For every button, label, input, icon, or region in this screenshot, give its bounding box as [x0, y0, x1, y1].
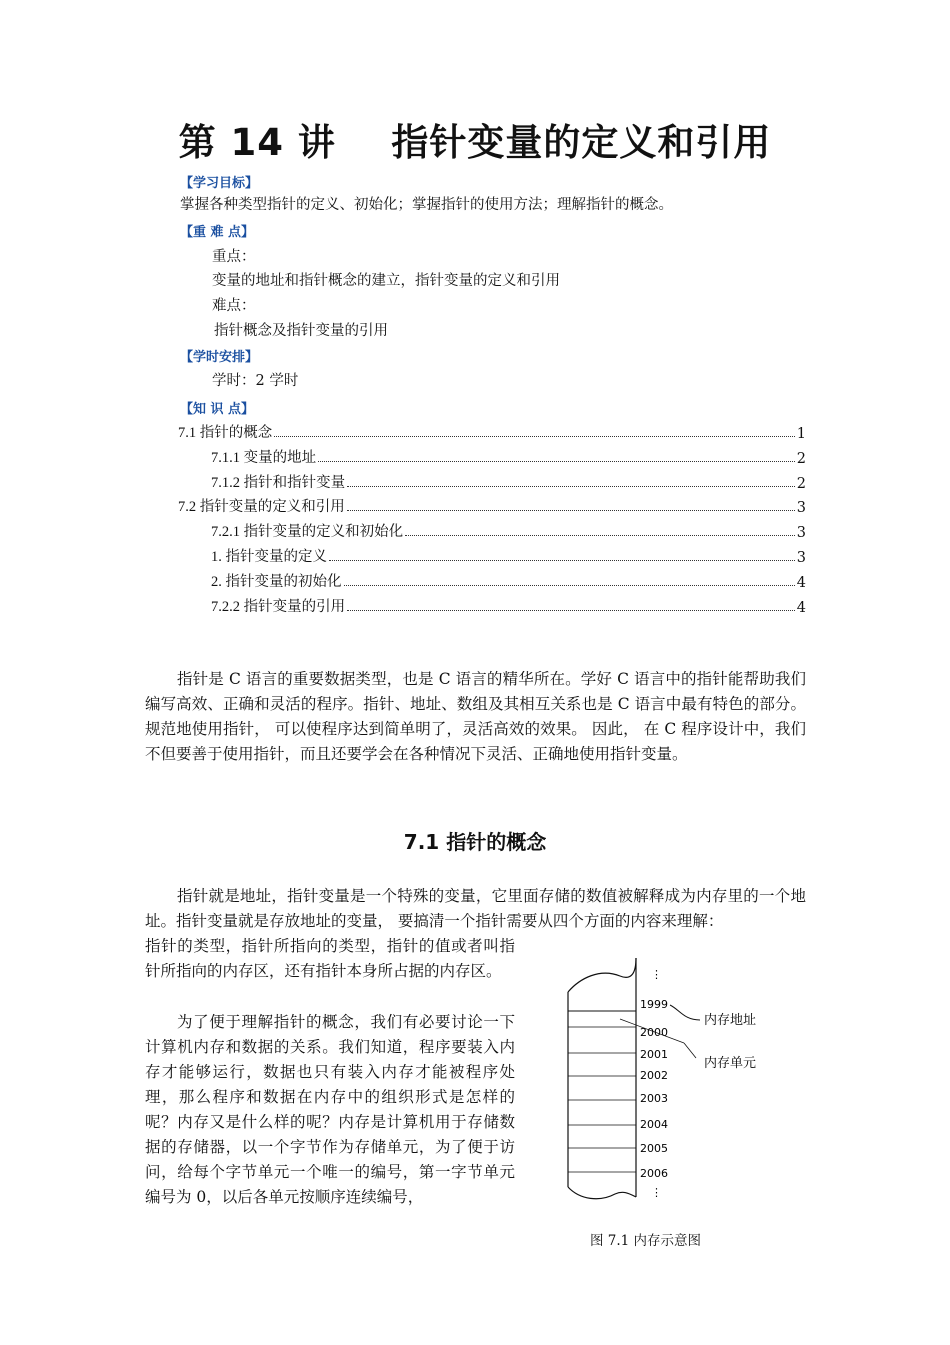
- address-label: 1999: [640, 998, 668, 1011]
- toc-entry-page: 2: [796, 476, 806, 492]
- toc-entry[interactable]: [178, 422, 806, 442]
- difficulty-label: 难点：: [212, 298, 256, 314]
- toc-entry[interactable]: [211, 472, 806, 492]
- svg-text:⋮: ⋮: [651, 1186, 662, 1199]
- address-label: 2002: [640, 1069, 668, 1082]
- toc-entry-page: 4: [796, 600, 806, 616]
- toc-entry-text: 7.1.1 变量的地址: [211, 450, 317, 466]
- address-label: 2004: [640, 1118, 668, 1131]
- toc-entry-text: 7.2 指针变量的定义和引用: [178, 499, 345, 515]
- paragraph-pointer-definition: 指针就是地址，指针变量是一个特殊的变量，它里面存储的数值被解释成为内存里的一个地址。指针变量就是存放地址的变量， 要搞清一个指针需要从四个方面的内容来理解：: [145, 887, 806, 930]
- address-label: 2005: [640, 1142, 668, 1155]
- key-points-label: 【重 难 点】: [180, 225, 255, 240]
- toc-entry-page: 2: [796, 451, 806, 467]
- focus-text: 变量的地址和指针概念的建立，指针变量的定义和引用: [212, 273, 560, 289]
- difficulty-text: 指针概念及指针变量的引用: [214, 323, 388, 339]
- toc-entry-page: 3: [796, 500, 806, 516]
- toc-entry-page: 3: [796, 525, 806, 541]
- objectives-label: 【学习目标】: [180, 176, 259, 191]
- figure-caption: 图 7.1 内存示意图: [590, 1233, 702, 1249]
- svg-text:⋮: ⋮: [651, 968, 662, 981]
- toc-entry-text: 7.1 指针的概念: [178, 425, 273, 441]
- address-label: 2001: [640, 1048, 668, 1061]
- memory-diagram: [560, 950, 780, 1210]
- address-label: 2006: [640, 1167, 668, 1180]
- label-memory-address: 内存地址: [704, 1013, 757, 1028]
- knowledge-label: 【知 识 点】: [180, 402, 255, 417]
- toc-entry-text: 7.2.2 指针变量的引用: [211, 599, 346, 615]
- toc-entry[interactable]: [211, 521, 806, 541]
- toc-entry-text: 7.2.1 指针变量的定义和初始化: [211, 524, 404, 540]
- toc-entry-text: 1. 指针变量的定义: [211, 549, 327, 565]
- toc-entry-page: 1: [796, 426, 806, 442]
- schedule-text: 学时：2 学时: [212, 373, 299, 389]
- toc-entry[interactable]: [211, 571, 806, 591]
- toc-entry-page: 3: [796, 550, 806, 566]
- toc-entry[interactable]: [211, 447, 806, 467]
- toc-entry[interactable]: [211, 546, 806, 566]
- label-memory-cell: 内存单元: [704, 1056, 757, 1071]
- address-label: 2000: [640, 1026, 668, 1039]
- address-label: 2003: [640, 1092, 668, 1105]
- toc-entry-page: 4: [796, 575, 806, 591]
- focus-label: 重点：: [212, 249, 256, 265]
- paragraph-memory-relation: 为了便于理解指针的概念，我们有必要讨论一下计算机内存和数据的关系。我们知道，程序要装入内存才能够运行，数据也只有装入内存才能被程序处理，那么程序和数据在内存中的组织形式是怎样的呢？内存又是什么样的呢？内存是计算机用于存储数据的存储器，以一个字节作为存储单元，为了便于访问，给每个字节单元一个唯一的编号，第一字节单元编号为 0，以后各单元按顺序连续编号，: [145, 1013, 515, 1206]
- paragraph-pointer-aspects: 指针的类型，指针所指向的类型，指针的值或者叫指针所指向的内存区，还有指针本身所占据的内存区。: [145, 937, 515, 980]
- schedule-label: 【学时安排】: [180, 350, 259, 365]
- toc-entry-text: 7.1.2 指针和指针变量: [211, 475, 346, 491]
- section-heading: 7.1 指针的概念: [403, 830, 547, 854]
- objectives-text: 掌握各种类型指针的定义、初始化；掌握指针的使用方法；理解指针的概念。: [180, 197, 673, 213]
- toc-entry-text: 2. 指针变量的初始化: [211, 574, 342, 590]
- page-title: 第 14 讲 指针变量的定义和引用: [178, 121, 772, 164]
- toc-entry[interactable]: [178, 496, 806, 516]
- intro-paragraph: 指针是 C 语言的重要数据类型，也是 C 语言的精华所在。学好 C 语言中的指针能帮助我们编写高效、正确和灵活的程序。指针、地址、数组及其相互关系也是 C 语言中最有特色的部分。规范地使用指针， 可以使程序达到简单明了，灵活高效的效果。 因此， 在 C 程序设计中，我们不但要善于使用指针，而且还要学会在各种情况下灵活、正确地使用指针变量。: [145, 670, 806, 763]
- toc-entry[interactable]: [211, 596, 806, 616]
